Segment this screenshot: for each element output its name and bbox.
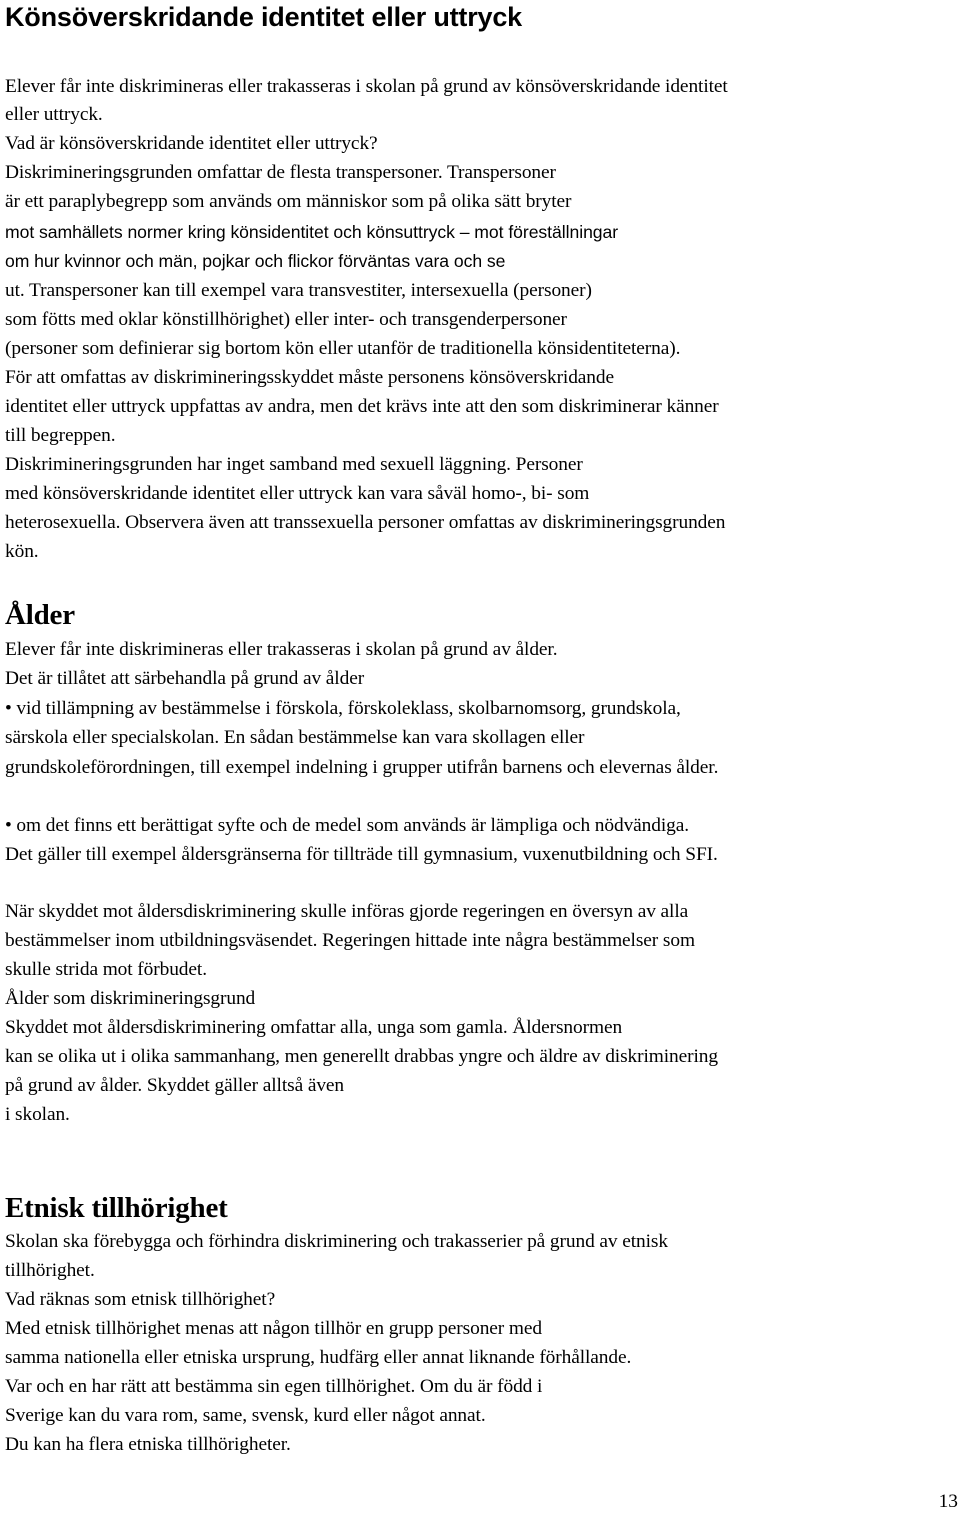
text-line: Det gäller till exempel åldersgränserna för tillträde till gymnasium, vuxenutbildning och SFI. xyxy=(5,844,718,865)
text-line: Elever får inte diskrimineras eller trakasseras i skolan på grund av könsöverskridande identitet xyxy=(5,76,728,97)
text-line: är ett paraplybegrepp som används om människor som på olika sätt bryter xyxy=(5,191,572,212)
section-heading-gender: Könsöverskridande identitet eller uttryck xyxy=(5,2,522,32)
text-line: som fötts med oklar könstillhörighet) eller inter- och transgenderpersoner xyxy=(5,309,567,330)
text-line: särskola eller specialskolan. En sådan bestämmelse kan vara skollagen eller xyxy=(5,727,585,748)
text-line: samma nationella eller etniska ursprung, hudfärg eller annat liknande förhållande. xyxy=(5,1347,632,1368)
text-line: Det är tillåtet att särbehandla på grund av ålder xyxy=(5,668,365,689)
text-line: (personer som definierar sig bortom kön eller utanför de traditionella könsidentiteterna). xyxy=(5,338,681,359)
text-line: kan se olika ut i olika sammanhang, men generellt drabbas yngre och äldre av diskriminering xyxy=(5,1046,718,1067)
text-line: om hur kvinnor och män, pojkar och flickor förväntas vara och se xyxy=(5,251,506,271)
text-line: tillhörighet. xyxy=(5,1260,95,1281)
text-line: Var och en har rätt att bestämma sin egen tillhörighet. Om du är född i xyxy=(5,1376,543,1397)
section-heading-age: Ålder xyxy=(5,599,75,631)
list-item: • vid tillämpning av bestämmelse i förskola, förskoleklass, skolbarnomsorg, grundskola, xyxy=(5,698,681,719)
text-line: När skyddet mot åldersdiskriminering skulle införas gjorde regeringen en översyn av alla xyxy=(5,901,689,922)
text-line: Med etnisk tillhörighet menas att någon tillhör en grupp personer med xyxy=(5,1318,542,1339)
text-line: Elever får inte diskrimineras eller trakasseras i skolan på grund av ålder. xyxy=(5,639,558,660)
text-line: Sverige kan du vara rom, same, svensk, kurd eller något annat. xyxy=(5,1405,486,1426)
text-line: med könsöverskridande identitet eller uttryck kan vara såväl homo-, bi- som xyxy=(5,483,590,504)
text-line: heterosexuella. Observera även att transsexuella personer omfattas av diskrimineringsgrunden xyxy=(5,512,726,533)
text-line: mot samhällets normer kring könsidentitet och könsuttryck – mot föreställningar xyxy=(5,222,619,242)
text-line: identitet eller uttryck uppfattas av andra, men det krävs inte att den som diskriminerar känner xyxy=(5,396,719,417)
text-line: ut. Transpersoner kan till exempel vara transvestiter, intersexuella (personer) xyxy=(5,280,592,301)
text-line: i skolan. xyxy=(5,1104,70,1125)
list-item: • om det finns ett berättigat syfte och de medel som används är lämpliga och nödvändiga. xyxy=(5,815,690,836)
text-line: grundskoleförordningen, till exempel indelning i grupper utifrån barnens och elevernas ålder. xyxy=(5,757,719,778)
text-line: Ålder som diskrimineringsgrund xyxy=(5,988,256,1009)
text-line: kön. xyxy=(5,541,39,562)
text-line: eller uttryck. xyxy=(5,104,103,125)
text-line: bestämmelser inom utbildningsväsendet. Regeringen hittade inte några bestämmelser som xyxy=(5,930,695,951)
text-line: Diskrimineringsgrunden omfattar de flesta transpersoner. Transpersoner xyxy=(5,162,556,183)
text-line: till begreppen. xyxy=(5,425,116,446)
text-line: Skolan ska förebygga och förhindra diskriminering och trakasserier på grund av etnisk xyxy=(5,1231,668,1252)
text-line: skulle strida mot förbudet. xyxy=(5,959,207,980)
text-line: Vad räknas som etnisk tillhörighet? xyxy=(5,1289,276,1310)
text-line: Du kan ha flera etniska tillhörigheter. xyxy=(5,1434,291,1455)
text-line: Vad är könsöverskridande identitet eller uttryck? xyxy=(5,133,378,154)
text-line: på grund av ålder. Skyddet gäller alltså även xyxy=(5,1075,345,1096)
text-line: Diskrimineringsgrunden har inget samband med sexuell läggning. Personer xyxy=(5,454,583,475)
text-line: För att omfattas av diskrimineringsskyddet måste personens könsöverskridande xyxy=(5,367,615,388)
page-number: 13 xyxy=(938,1491,958,1512)
section-heading-ethnic: Etnisk tillhörighet xyxy=(5,1192,228,1224)
text-line: Skyddet mot åldersdiskriminering omfattar alla, unga som gamla. Åldersnormen xyxy=(5,1017,623,1038)
